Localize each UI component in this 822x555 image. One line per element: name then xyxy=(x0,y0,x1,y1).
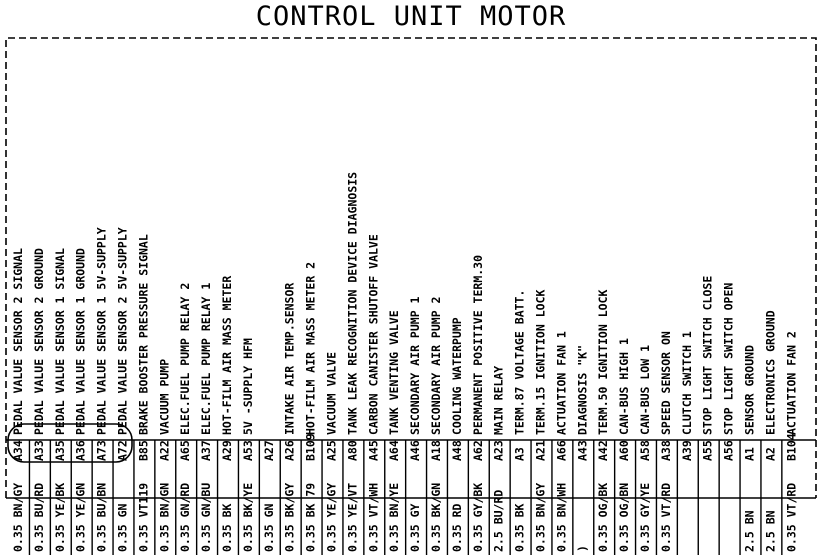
pin-number: A66 xyxy=(554,440,569,461)
pin-column xyxy=(218,276,234,555)
pin-column xyxy=(406,296,422,555)
pin-number: A53 xyxy=(240,440,255,461)
pin-number: A38 xyxy=(658,440,673,461)
pin-description: PEDAL VALUE SENSOR 1 GROUND xyxy=(73,248,88,435)
pin-description: TERM.15 IGNITION LOCK xyxy=(533,289,548,435)
pin-column xyxy=(719,283,735,555)
pin-description: TANK VENTING VALVE xyxy=(387,310,402,435)
pin-number: A43 xyxy=(575,440,590,461)
pin-column xyxy=(489,366,505,555)
pin-number: A23 xyxy=(491,440,506,461)
pin-description: ACTUATION FAN 2 xyxy=(784,331,799,435)
pin-number: A73 xyxy=(94,440,109,461)
pin-description: 5V -SUPPLY HFM xyxy=(240,338,255,435)
pin-number: A37 xyxy=(199,440,214,461)
pin-number: A56 xyxy=(721,440,736,461)
wire-spec: 0.35 OG/BN xyxy=(617,482,632,552)
wire-spec: 0.35 YE/GY xyxy=(324,482,339,552)
wire-spec: 0.35 OG/BK xyxy=(596,482,611,552)
pin-number: A39 xyxy=(679,440,694,461)
wire-spec: 0.35 BK/GN xyxy=(429,482,443,552)
pin-number: A34 xyxy=(11,440,25,461)
wire-spec: 0.35 GN/BU xyxy=(199,482,214,552)
wire-spec: 0.35 BN/GY xyxy=(533,482,548,552)
pin-description: HOT-FILM AIR MASS METER 2 xyxy=(303,261,318,435)
wire-spec: 0.35 RD xyxy=(449,503,464,552)
pin-number: A55 xyxy=(700,440,715,461)
pin-description: PEDAL VALUE SENSOR 1 5V-SUPPLY xyxy=(94,227,109,435)
pin-column xyxy=(782,331,798,555)
pin-number: A36 xyxy=(73,440,88,461)
pin-description: PEDAL VALUE SENSOR 1 SIGNAL xyxy=(52,248,67,435)
pin-column xyxy=(29,248,45,555)
pin-description: TANK LEAK RECOGNITION DEVICE DIAGNOSIS xyxy=(345,171,360,435)
pin-column xyxy=(573,345,589,555)
wire-spec: 0.35 BN/GY xyxy=(11,482,25,552)
pin-column xyxy=(322,352,338,555)
pin-column xyxy=(531,290,547,555)
pin-number: A64 xyxy=(387,440,402,461)
pin-description: HOT-FILM AIR MASS METER xyxy=(220,275,234,435)
pin-column xyxy=(656,331,672,555)
pin-description: PEDAL VALUE SENSOR 2 GROUND xyxy=(31,248,46,435)
pin-number: A27 xyxy=(261,440,276,461)
pin-description: STOP LIGHT SWITCH OPEN xyxy=(721,282,736,435)
pin-description: ELEC.FUEL PUMP RELAY 1 xyxy=(199,282,214,435)
pin-description: SECONDARY AIR PUMP 2 xyxy=(429,296,443,435)
pin-description: TERM.50 IGNITION LOCK xyxy=(596,289,611,435)
pin-column xyxy=(50,248,66,555)
pin-number: A48 xyxy=(449,440,464,461)
pin-number: A60 xyxy=(617,440,632,461)
wire-spec: 0.35 GN xyxy=(115,503,130,552)
pin-number: A29 xyxy=(220,440,234,461)
pin-description: PEDAL VALUE SENSOR 2 5V-SUPPLY xyxy=(115,227,130,435)
pin-column xyxy=(364,234,380,555)
wire-spec: 0.35 BK/YE xyxy=(240,482,255,552)
pin-column xyxy=(510,290,526,555)
wire-spec: 0.35 BN/WH xyxy=(554,482,569,552)
pin-column xyxy=(280,283,296,555)
pin-number: A21 xyxy=(533,440,548,461)
pin-description: CLUTCH SWITCH 1 xyxy=(679,331,694,435)
pin-column xyxy=(636,345,652,555)
pin-column xyxy=(155,359,171,555)
pin-column xyxy=(698,276,714,555)
pin-number: A62 xyxy=(470,440,485,461)
wire-spec: 0.35 GN xyxy=(261,503,276,552)
wire-spec: 0.35 BK/GY xyxy=(282,482,297,552)
wire-spec: 0.35 YE/VT xyxy=(345,482,360,552)
pin-column xyxy=(92,227,108,555)
pin-description: VACUUM VALVE xyxy=(324,351,339,435)
wire-spec: 0.35 VT/RD xyxy=(658,482,673,552)
pin-description: SECONDARY AIR PUMP 1 xyxy=(408,296,423,435)
wire-spec: 0.35 BK 79 xyxy=(303,482,318,552)
pin-number: B85 xyxy=(136,440,151,461)
pin-number: A26 xyxy=(282,440,297,461)
pin-column xyxy=(134,234,150,555)
pin-description: SENSOR GROUND xyxy=(742,344,757,435)
diagram-title: CONTROL UNIT MOTOR xyxy=(255,1,567,32)
pin-number: A72 xyxy=(115,440,130,461)
wire-spec: 0.35 VT/RD xyxy=(784,482,799,552)
pin-number: A42 xyxy=(596,440,611,461)
pin-column xyxy=(427,297,443,555)
pin-column xyxy=(301,262,317,555)
wire-spec: 0.35 BK xyxy=(512,503,527,552)
pin-description: PERMANENT POSITIVE TERM.30 xyxy=(470,254,485,435)
pin-description: VACUUM PUMP xyxy=(157,358,172,435)
pin-column xyxy=(11,248,25,552)
wire-spec: 2.5 BU/RD xyxy=(491,489,506,552)
pin-column xyxy=(238,338,254,555)
pin-column xyxy=(594,290,610,555)
pin-number: A58 xyxy=(638,440,652,461)
pin-column xyxy=(197,283,213,555)
pin-description: SPEED SENSOR ON xyxy=(658,331,673,435)
wire-spec: 2.5 BN xyxy=(763,510,778,552)
pin-column xyxy=(677,331,693,555)
wire-spec: 0.35 GN/RD xyxy=(178,482,193,552)
pin-column xyxy=(71,248,87,555)
wire-spec: 0.35 BN/GN xyxy=(157,482,172,552)
pin-number: B109 xyxy=(303,433,318,461)
pin-number: A25 xyxy=(324,440,339,461)
pin-description: PEDAL VALUE SENSOR 2 SIGNAL xyxy=(11,248,25,435)
wire-spec: 0.35 GY/YE xyxy=(638,482,652,552)
pin-number: A18 xyxy=(429,440,443,461)
pin-number: A1 xyxy=(742,447,757,461)
pin-description: MAIN RELAY xyxy=(491,365,506,435)
wire-spec: ) xyxy=(575,545,590,552)
wire-spec: 0.35 BU/BN xyxy=(94,482,109,552)
pin-number: A46 xyxy=(408,440,423,461)
pin-number: A22 xyxy=(157,440,172,461)
wire-spec: 0.35 BU/RD xyxy=(31,482,46,552)
pin-description: BRAKE BOOSTER PRESSURE SIGNAL xyxy=(136,234,151,435)
pin-number: B104 xyxy=(784,433,799,461)
wire-spec: 0.35 YE/BK xyxy=(52,482,67,552)
pin-description: STOP LIGHT SWITCH CLOSE xyxy=(700,275,715,435)
wire-spec: 2.5 BN xyxy=(742,510,757,552)
pin-column xyxy=(468,255,484,555)
pin-description: INTAKE AIR TEMP.SENSOR xyxy=(282,282,297,435)
pin-column xyxy=(761,310,777,555)
pin-column xyxy=(740,345,756,555)
pin-number: A2 xyxy=(763,447,778,461)
pin-description: ACTUATION FAN 1 xyxy=(554,331,569,435)
pin-number: A35 xyxy=(52,440,67,461)
wire-spec: 0.35 VT119 xyxy=(136,482,151,552)
pin-column xyxy=(615,338,631,555)
wire-spec: 0.35 VT/WH xyxy=(366,482,381,552)
pin-description: TERM.87 VOLTAGE BATT. xyxy=(512,289,527,435)
pin-description: CARBON CANISTER SHUTOFF VALVE xyxy=(366,234,381,435)
pin-column xyxy=(176,283,192,555)
pin-description: CAN-BUS LOW 1 xyxy=(638,344,652,435)
wire-spec: 0.35 YE/GN xyxy=(73,482,88,552)
pin-column xyxy=(552,331,568,555)
pin-number: A65 xyxy=(178,440,193,461)
pin-number: A80 xyxy=(345,440,360,461)
pin-description: ELECTRONICS GROUND xyxy=(763,310,778,435)
wire-spec: 0.35 BK xyxy=(220,503,234,552)
wire-spec: 0.35 BN/YE xyxy=(387,482,402,552)
pin-column xyxy=(113,227,129,555)
pin-column xyxy=(385,310,401,555)
pin-column xyxy=(343,172,359,555)
pin-number: A33 xyxy=(31,440,46,461)
pin-description: ELEC.FUEL PUMP RELAY 2 xyxy=(178,282,193,435)
wire-spec: 0.35 GY xyxy=(408,503,423,552)
pin-number: A3 xyxy=(512,447,527,461)
pin-description: CAN-BUS HIGH 1 xyxy=(617,338,632,435)
pin-column xyxy=(447,317,463,555)
pin-description: COOLING WATERPUMP xyxy=(449,317,464,435)
pin-number: A45 xyxy=(366,440,381,461)
pin-description: DIAGNOSIS "K" xyxy=(575,344,590,435)
wire-spec: 0.35 GY/BK xyxy=(470,482,485,552)
